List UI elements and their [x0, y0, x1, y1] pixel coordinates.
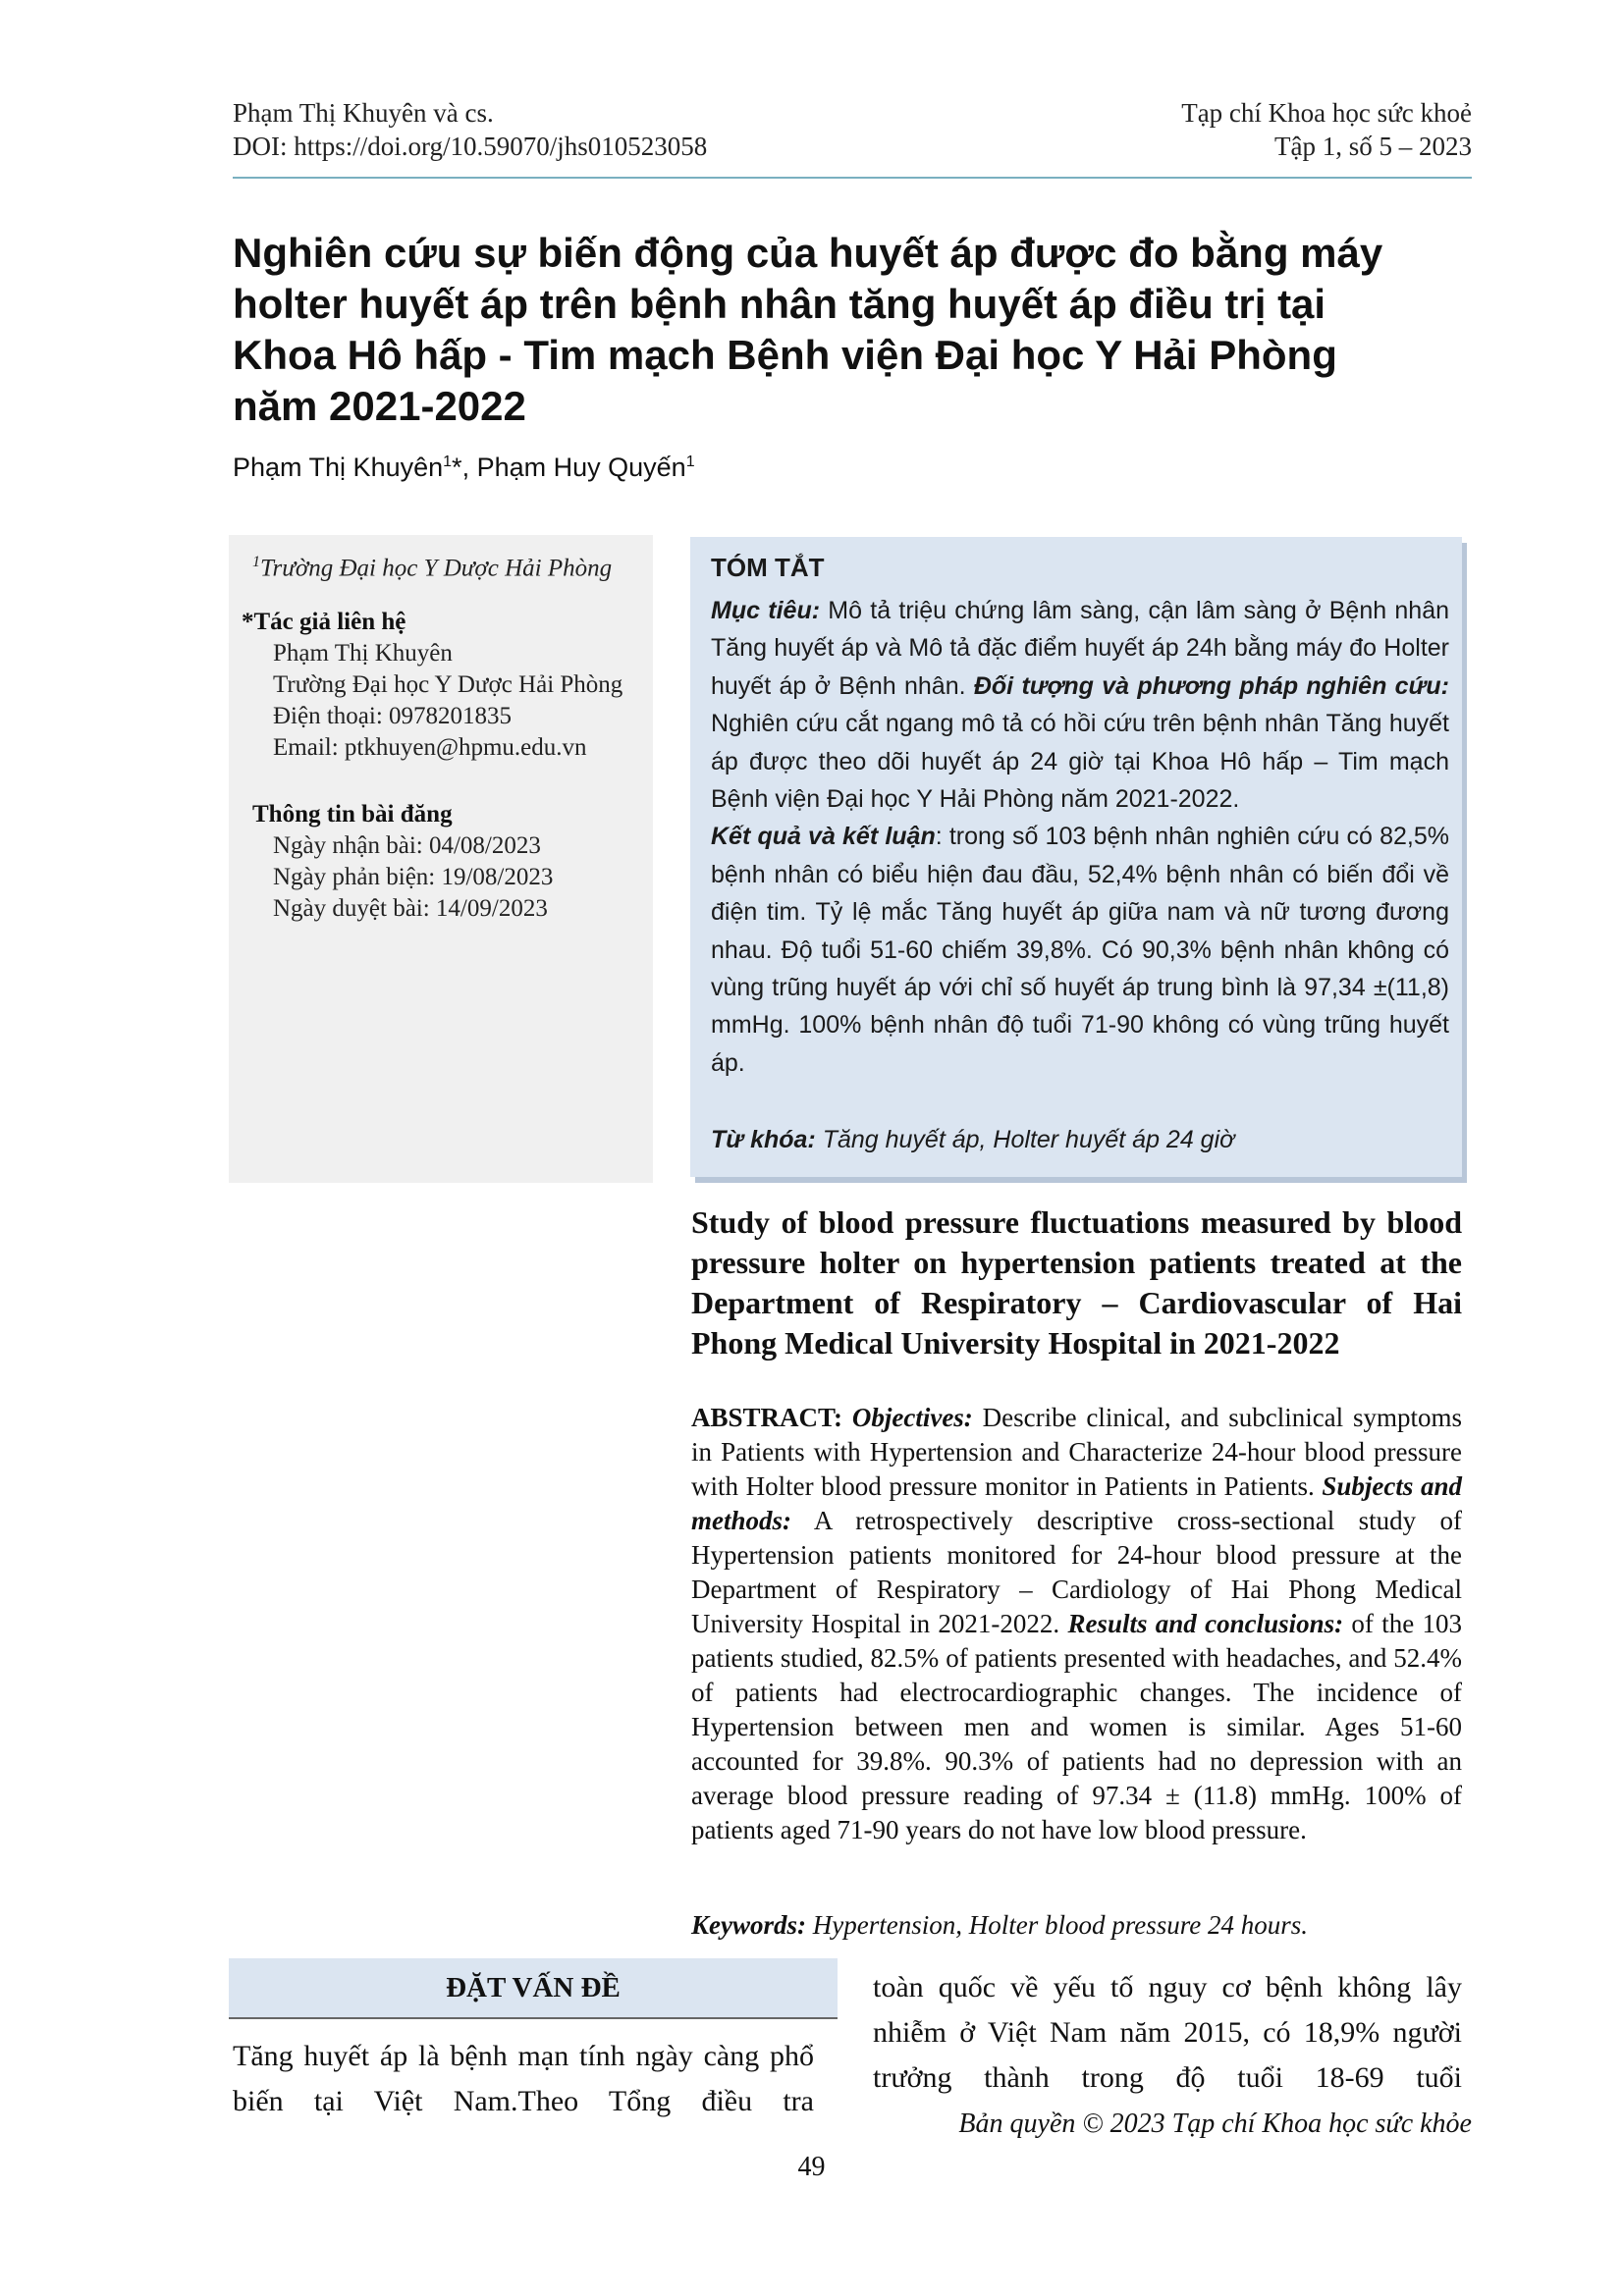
objectives-label: Mục tiêu: [711, 597, 821, 624]
page-number: 49 [797, 2152, 826, 2182]
contact-phone: Điện thoại: 0978201835 [273, 703, 513, 729]
article-info-box [229, 535, 653, 1183]
accepted-date: Ngày duyệt bài: 14/09/2023 [273, 895, 548, 922]
author-name: Phạm Huy Quyến [476, 453, 686, 482]
methods-label: Đối tượng và phương pháp nghiên cứu: [973, 671, 1449, 700]
results-label: Kết quả và kết luận [711, 823, 936, 851]
objectives-label: Objectives: [851, 1403, 973, 1432]
keywords-text: Tăng huyết áp, Holter huyết áp 24 giờ [815, 1126, 1235, 1153]
copyright-notice: Bản quyền © 2023 Tạp chí Khoa học sức khỏe [958, 2109, 1472, 2139]
abstract-vi-box [690, 537, 1462, 1177]
author-affiliation-mark: 1 [685, 454, 695, 470]
intro-paragraph-right: toàn quốc về yếu tố nguy cơ bệnh không lây nhiễm ở Việt Nam năm 2015, có 18,9% người trưởng thành trong độ tuổi 18-69 tuổi [873, 1971, 1462, 2094]
author-name: Phạm Thị Khuyên [233, 453, 444, 482]
contact-heading: *Tác giả liên hệ [242, 609, 406, 635]
section-heading: ĐẶT VẤN ĐỀ [229, 1958, 838, 2019]
keywords-en [691, 1910, 1308, 1941]
running-header-right [1181, 96, 1472, 163]
corresponding-mark: * [452, 453, 462, 482]
affiliation-mark: 1 [252, 554, 260, 570]
objectives-text: Describe clinical, and subclinical symptoms in Patients with Hypertension and Characterize 24-hour blood pressure with Holter blood pressure monitor in Patients in Patients. [691, 1403, 1462, 1501]
author-list [233, 453, 695, 483]
results-text: : trong số 103 bệnh nhân nghiên cứu có 82,5% bệnh nhân có biểu hiện đau đầu, 52,4% bệnh nhân có biến đổi về điện tim. Tỷ lệ mắc Tăng huyết áp giữa nam và nữ tương đương nhau. Độ tuổi 51-60 chiếm 39,8%. Có 90,3% bệnh nhân không có vùng trũng huyết áp với chỉ số huyết áp trung bình là 97,34 ±(11,8) mmHg. 100% bệnh nhân độ tuổi 71-90 không có vùng trũng huyết áp. [711, 823, 1449, 1077]
intro-paragraph-left: Tăng huyết áp là bệnh mạn tính ngày càng phổ biến tại Việt Nam.Theo Tổng điều tra [233, 2040, 814, 2117]
keywords-text: Hypertension, Holter blood pressure 24 hours. [806, 1910, 1308, 1940]
header-authors: Phạm Thị Khuyên và cs. [233, 98, 494, 128]
results-label: Results and conclusions: [1067, 1609, 1344, 1638]
abstract-label: ABSTRACT: [691, 1403, 843, 1432]
pub-info-heading: Thông tin bài đăng [252, 801, 453, 828]
keywords-label: Từ khóa: [711, 1126, 816, 1153]
header-volume: Tập 1, số 5 – 2023 [1274, 132, 1472, 161]
header-doi: DOI: https://doi.org/10.59070/jhs010523058 [233, 132, 708, 161]
author-affiliation-mark: 1 [443, 454, 453, 470]
received-date: Ngày nhận bài: 04/08/2023 [273, 832, 541, 859]
keywords-label: Keywords: [691, 1910, 806, 1940]
contact-org: Trường Đại học Y Dược Hải Phòng [273, 671, 623, 698]
methods-text: Nghiên cứu cắt ngang mô tả có hồi cứu trên bệnh nhân Tăng huyết áp được theo dõi huyết áp 24 giờ tại Khoa Hô hấp – Tim mạch Bệnh viện Đại học Y Hải Phòng năm 2021-2022. [711, 710, 1449, 814]
paper-title [233, 228, 1472, 432]
title-line: Nghiên cứu sự biến động của huyết áp được đo bằng máy [233, 230, 1383, 276]
objectives-text: Mô tả triệu chứng lâm sàng, cận lâm sàng ở Bệnh nhân Tăng huyết áp và Mô tả đặc điểm huyết áp 24h bằng máy đo Holter huyết áp ở Bệnh nhân. [711, 597, 1450, 700]
affiliation-text: Trường Đại học Y Dược Hải Phòng [260, 555, 613, 582]
running-header-left [233, 96, 707, 163]
abstract-vi-heading: TÓM TẮT [711, 553, 825, 582]
author-separator: , [461, 453, 477, 482]
affiliation [252, 547, 612, 584]
methods-text: A retrospectively descriptive cross-sectional study of Hypertension patients monitored for 24-hour blood pressure at the Department of Respiratory – Cardiology of Hai Phong Medical University Hospital in 2021-2022. [691, 1506, 1462, 1638]
abstract-en-body [691, 1401, 1462, 1847]
contact-name: Phạm Thị Khuyên [273, 640, 453, 667]
keywords-vi [711, 1126, 1234, 1154]
english-title: Study of blood pressure fluctuations measured by blood pressure holter on hypertension patients treated at the Department of Respiratory – Cardiovascular of Hai Phong Medical University Hospital in 2021-2022 [691, 1204, 1462, 1361]
contact-email: Email: ptkhuyen@hpmu.edu.vn [273, 734, 587, 761]
header-divider [233, 177, 1472, 179]
header-journal: Tạp chí Khoa học sức khoẻ [1181, 98, 1472, 128]
title-line: Khoa Hô hấp - Tim mạch Bệnh viện Đại học Y Hải Phòng [233, 332, 1337, 378]
reviewed-date: Ngày phản biện: 19/08/2023 [273, 864, 554, 890]
title-line: năm 2021-2022 [233, 383, 526, 429]
abstract-vi-body [711, 592, 1449, 1082]
results-text: of the 103 patients studied, 82.5% of patients presented with headaches, and 52.4% of patients had electrocardiographic changes. The incidence of Hypertension between men and women is similar. Ages 51-60 accounted for 39.8%. 90.3% of patients had no depression with an average blood pressure reading of 97.34 ± (11.8) mmHg. 100% of patients aged 71-90 years do not have low blood pressure. [691, 1609, 1462, 1844]
methods-label: Subjects and methods: [691, 1471, 1462, 1535]
title-line: holter huyết áp trên bệnh nhân tăng huyết áp điều trị tại [233, 281, 1326, 327]
